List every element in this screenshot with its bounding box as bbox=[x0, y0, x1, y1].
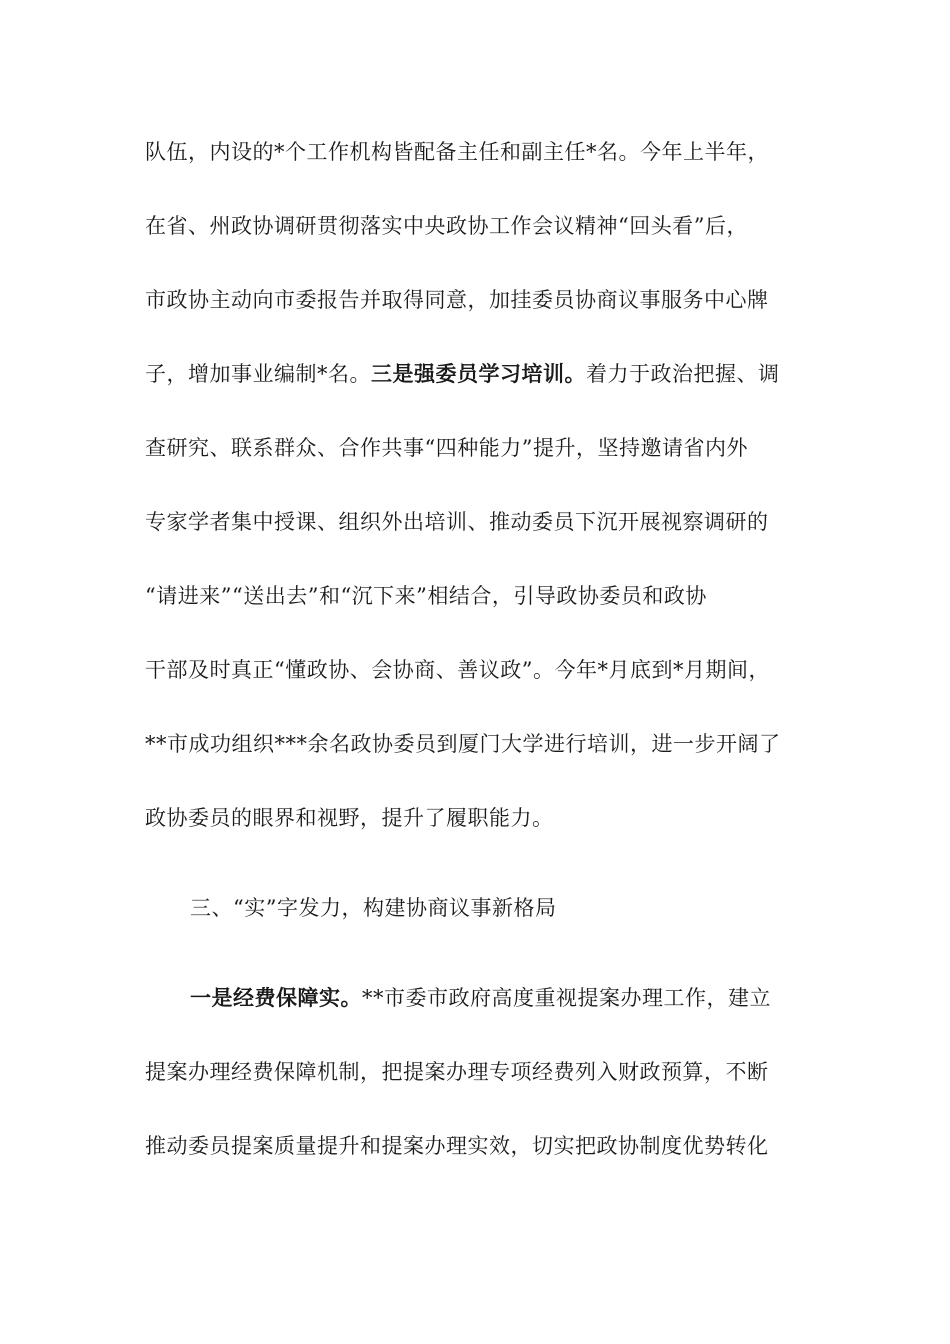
bold-lead: 三是强委员学习培训。 bbox=[371, 361, 586, 386]
text-line: 提案办理经费保障机制，把提案办理专项经费列入财政预算，不断 bbox=[145, 1060, 769, 1084]
text-span: 着力于政治把握、调 bbox=[586, 362, 780, 386]
text-line: 查研究、联系群众、合作共事“四种能力”提升，坚持邀请省内外 bbox=[145, 436, 748, 460]
text-line-mixed bbox=[190, 983, 810, 1013]
text-line: 在省、州政协调研贯彻落实中央政协工作会议精神“回头看”后， bbox=[145, 214, 748, 238]
text-line: “请进来”“送出去”和“沉下来”相结合，引导政协委员和政协 bbox=[145, 584, 707, 608]
text-line: 队伍，内设的*个工作机构皆配备主任和副主任*名。今年上半年， bbox=[145, 140, 769, 164]
section-heading: 三、“实”字发力，构建协商议事新格局 bbox=[190, 896, 557, 920]
text-line: 专家学者集中授课、组织外出培训、推动委员下沉开展视察调研的 bbox=[145, 510, 769, 534]
text-line: **市成功组织***余名政协委员到厦门大学进行培训，进一步开阔了 bbox=[145, 732, 781, 756]
text-line: 政协委员的眼界和视野，提升了履职能力。 bbox=[145, 806, 554, 830]
text-line: 市政协主动向市委报告并取得同意，加挂委员协商议事服务中心牌 bbox=[145, 288, 769, 312]
text-line: 干部及时真正“懂政协、会协商、善议政”。今年*月底到*月期间， bbox=[145, 658, 770, 682]
bold-lead: 一是经费保障实。 bbox=[190, 985, 362, 1010]
text-span: **市委市政府高度重视提案办理工作，建立 bbox=[362, 986, 771, 1010]
text-line-mixed bbox=[145, 359, 810, 389]
text-line: 推动委员提案质量提升和提案办理实效，切实把政协制度优势转化 bbox=[145, 1134, 769, 1158]
text-span: 子，增加事业编制*名。 bbox=[145, 362, 371, 386]
